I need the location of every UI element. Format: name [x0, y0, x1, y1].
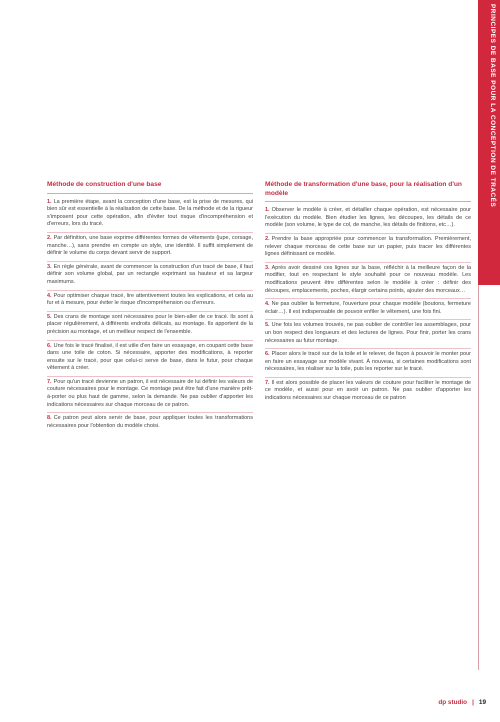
list-item [265, 349, 471, 378]
right-items-list [265, 205, 471, 405]
item-text: Observer le modèle à créer, et détailler chaque opération, est nécessaire pour l'exécution du modèle. Bien étudier les lignes, les découpes, les détails de ce modèle (son volume, le type de col, de manche, les détails de finitions, etc…). [265, 207, 471, 229]
page-number: 19 [478, 699, 486, 706]
section-label: PRINCIPES DE BASE POUR LA CONCEPTION DE TRACÉS [489, 4, 496, 208]
item-number: 6. [47, 342, 52, 349]
item-text: Ne pas oublier la fermeture, l'ouverture pour chaque modèle (boutons, fermeture éclair…). Il est indispensable de pouvoir enfiler le vêtement, une fois fini. [265, 301, 471, 315]
item-number: 5. [265, 322, 270, 329]
item-number: 3. [265, 264, 270, 271]
item-number: 7. [265, 379, 270, 386]
item-text: La première étape, avant la conception d'une base, est la prise de mesures, qui bien sûr est essentielle à la réalisation de cette base. De la méthode et de la rigueur s'imposent pour cette opération, afin d'éviter tout risque d'incompréhension et d'erreurs, lors du tracé. [47, 198, 253, 228]
left-column-title: Méthode de construction d'une base [47, 181, 253, 194]
item-number: 3. [47, 263, 52, 270]
list-item [47, 291, 253, 312]
item-text: En règle générale, avant de commencer la construction d'un tracé de base, il faut définir son volume global, par un rectangle exprimant sa hauteur et sa largeur maximums. [47, 263, 253, 285]
item-text: Il est alors possible de placer les valeurs de couture pour faciliter le montage de ce modèle, et aussi pour en avoir un patron. Ne pas oublier d'apporter les indications nécessaires sur chaque morceau de ce patron [265, 379, 471, 402]
item-text: Pour qu'un tracé devienne un patron, il est nécessaire de lui définir les valeurs de couture nécessaires pour le montage. Ce montage peut être fait d'une manière prêt-à-porter ou plus haut de gamme, selon la demande. Ne pas oublier d'apporter les indications nécessaires sur chaque morceau de ce patron. [47, 378, 253, 408]
list-item [47, 377, 253, 413]
item-text: Après avoir dessiné ces lignes sur la base, réfléchir à la meilleure façon de la modifier, tout en respectant le style souhaité pour ce nouveau modèle. Les modifications peuvent être différentes selon le modèle à créer : définir des découpes, emplacements, poches, élargir certains points, ajouter des morceaux… [265, 264, 471, 294]
item-number: 1. [265, 207, 270, 214]
item-number: 1. [47, 198, 52, 205]
item-number: 5. [47, 313, 52, 320]
item-text: Prendre la base appropriée pour commencer la transformation. Premièrement, relever chaque morceau de cette base sur un papier, puis tracer les différentes lignes définissant ce modèle. [265, 235, 471, 258]
left-items-list [47, 197, 253, 434]
side-tab [478, 0, 500, 285]
list-item [47, 341, 253, 377]
list-item [47, 197, 253, 233]
list-item [265, 378, 471, 406]
list-item [47, 312, 253, 341]
list-item [47, 262, 253, 291]
item-text: Ce patron peut alors servir de base, pour appliquer toutes les transformations nécessaires pour l'obtention du modèle choisi. [47, 415, 253, 429]
item-number: 8. [47, 415, 52, 422]
item-number: 7. [47, 378, 52, 385]
brand-name: dp studio [438, 699, 468, 706]
right-column [265, 181, 471, 406]
list-item [265, 320, 471, 349]
item-text: Une fois le tracé finalisé, il est utile d'en faire un essayage, en coupant cette base dans une toile de coton. Si nécessaire, apporter des modifications, à reporter ensuite sur le tracé, pour que celui-ci serve de base, dans le futur, pour chaque vêtement à créer. [47, 342, 253, 372]
item-text: Par définition, une base exprime différentes formes de vêtements (jupe, corsage, manche…), sans prendre en compte un style, une identité. Il suffit simplement de définir le volume du corps devant servir de support. [47, 234, 253, 257]
item-number: 4. [265, 301, 270, 308]
page-footer [438, 699, 486, 706]
list-item [265, 263, 471, 299]
list-item [265, 205, 471, 234]
list-item [47, 413, 253, 433]
item-number: 2. [47, 234, 52, 241]
vertical-rule [478, 285, 479, 670]
item-number: 6. [265, 351, 270, 358]
item-number: 4. [47, 292, 52, 299]
item-text: Pour optimiser chaque tracé, lire attentivement toutes les explications, et cela au fur et à mesure, pour éviter le risque d'incompréhension ou d'erreurs. [47, 292, 253, 307]
list-item [47, 233, 253, 262]
list-item [265, 299, 471, 320]
right-column-title: Méthode de transformation d'une base, pour la réalisation d'un modèle [265, 181, 471, 202]
list-item [265, 234, 471, 263]
item-text: Une fois les volumes trouvés, ne pas oublier de contrôler les assemblages, pour un bon respect des longueurs et des lectures de lignes. Pour finir, porter les crans nécessaires au futur montage. [265, 322, 471, 344]
item-number: 2. [265, 235, 270, 242]
left-column [47, 181, 253, 433]
footer-separator: | [472, 699, 474, 706]
item-text: Placer alors le tracé sur de la toile et le relever, de façon à pouvoir le monter pour en faire un essayage sur modèle vivant. À nouveau, si certaines modifications sont nécessaires, les réaliser sur la toile, puis les reporter sur le tracé. [265, 351, 471, 373]
item-text: Des crans de montage sont nécessaires pour le bien-aller de ce tracé. Ils sont à placer régulièrement, à différents endroits délicats, au montage. Ils apportent de la précision au montage, et un meilleur respect de l'ensemble. [47, 313, 253, 335]
